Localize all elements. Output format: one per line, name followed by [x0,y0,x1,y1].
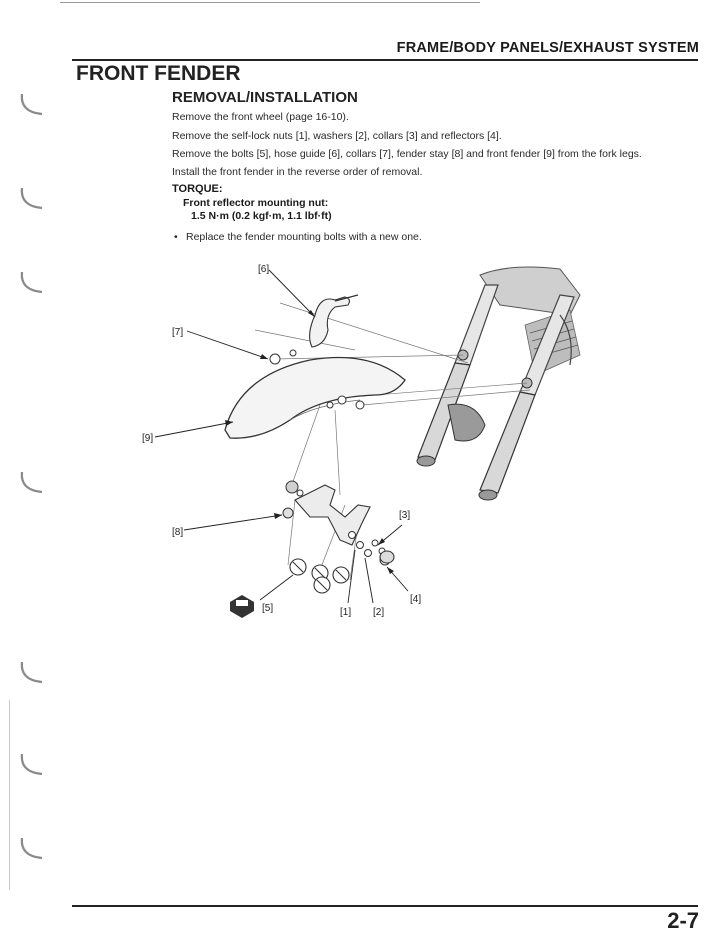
exploded-diagram [130,255,590,635]
footer-rule [72,905,698,907]
step-text: Remove the self-lock nuts [1], washers [2], collars [3] and reflectors [4]. [172,130,502,142]
binder-hole-icon [18,836,48,862]
callout-2: [2] [373,607,385,618]
hose-guide-illustration [310,295,358,347]
step-text: Remove the front wheel (page 16-10). [172,111,349,123]
header-rule [72,59,698,61]
fork-legs-illustration [417,267,580,500]
binder-hole-icon [18,186,48,212]
front-fender-illustration [225,350,405,438]
callout-7: [7] [172,327,184,338]
small-parts-illustration [349,532,395,566]
binder-hole-icon [18,470,48,496]
locking-agent-icon [230,595,254,618]
callout-3: [3] [399,510,411,521]
step-text: Remove the bolts [5], hose guide [6], collars [7], fender stay [8] and front fender [9] from the fork legs. [172,148,642,160]
binder-hole-icon [18,660,48,686]
page-title: FRONT FENDER [76,62,241,85]
section-header: FRAME/BODY PANELS/EXHAUST SYSTEM [396,40,699,56]
torque-label: TORQUE: [172,183,223,195]
replace-part-icon [290,559,349,593]
callout-4: [4] [410,594,422,605]
callout-1: [1] [340,607,352,618]
torque-value: 1.5 N·m (0.2 kgf·m, 1.1 lbf·ft) [191,210,332,222]
bullet-icon: • [174,231,178,243]
callout-5: [5] [262,603,274,614]
procedure-heading: REMOVAL/INSTALLATION [172,89,358,106]
binder-hole-icon [18,92,48,118]
note-text: Replace the fender mounting bolts with a new one. [186,231,422,243]
note-bullet [174,231,422,243]
callout-8: [8] [172,527,184,538]
page-edge-line [9,700,10,890]
binder-hole-icon [18,752,48,778]
callout-9: [9] [142,433,154,444]
torque-item: Front reflector mounting nut: [183,197,329,209]
binder-hole-icon [18,270,48,296]
step-text: Install the front fender in the reverse order of removal. [172,166,423,178]
callout-6: [6] [258,264,270,275]
fender-stay-illustration [283,481,370,545]
top-edge-line [60,2,480,3]
page-number: 2-7 [667,908,699,933]
